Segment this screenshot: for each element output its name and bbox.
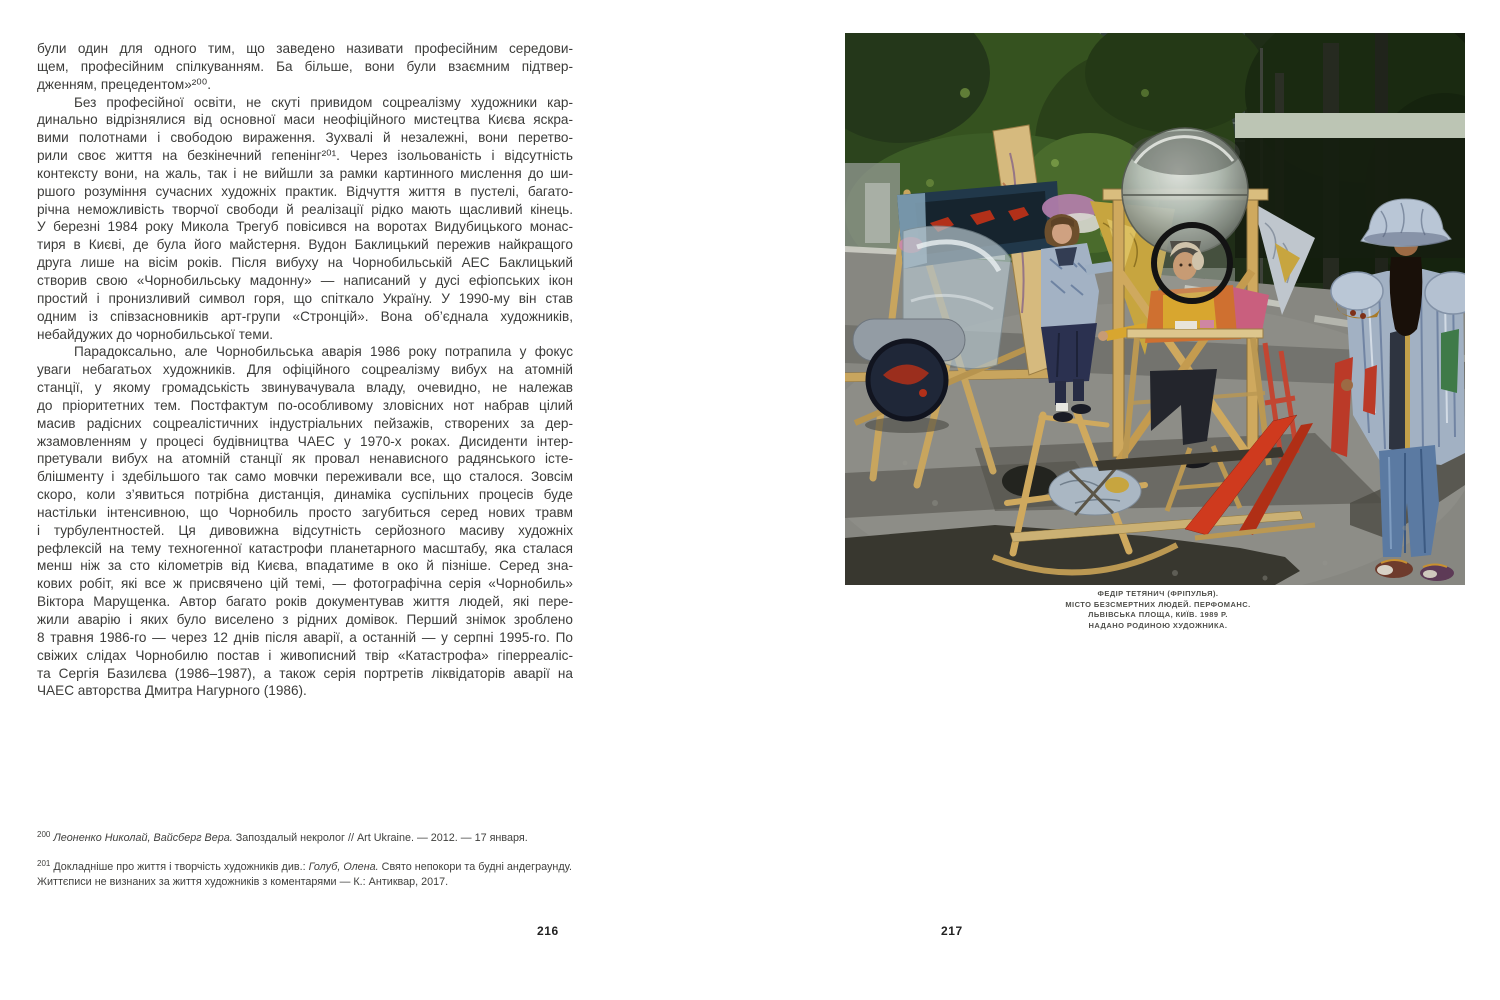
caption-line: ЛЬВІВСЬКА ПЛОЩА, КИЇВ. 1989 Р. [1088, 610, 1228, 619]
footnote-200 [37, 831, 579, 846]
footnote-201-pre: Докладніше про життя і творчість художників див.: [53, 861, 309, 873]
footnotes [37, 831, 579, 904]
footnote-201-marker: 201 [37, 859, 51, 868]
photo-caption [995, 589, 1321, 631]
body-text [37, 40, 573, 700]
footnote-200-text: Запоздалый некролог // Art Ukraine. — 2012. — 17 января. [232, 832, 528, 844]
beard [1390, 257, 1423, 336]
page-number-left: 216 [537, 924, 559, 938]
caption-line: НАДАНО РОДИНОЮ ХУДОЖНИКА. [1088, 620, 1228, 630]
paragraph-continuation: були один для одного тим, що заведено називати професійним середови- щем, професійним спілкуванням. Ба більше, вони були взаємним підтвер- дженням, прецедентом»²⁰⁰. [37, 41, 573, 92]
page-number-right: 217 [941, 924, 963, 938]
paragraph-chornobyl: Парадоксально, але Чорнобильська аварія 1986 року потрапила у фокус уваги небагатьох художників. Для офіційного соцреалізму вибух на атомній станції, у якому громадськість звинувачувала владу, очевидно, не належав до пріоритетних тем. Постфактум по-особливому зловісних нот набрав цілий масив радісних соцреалістичних індустріальних пейзажів, створених за дер- жзамовленням у процесі будівництва ЧАЕС у 1970-х роках. Дисиденти інтер- претували вибух на атомній станції як провал ненависного радянського істе- блішменту і здебільшого так само мовчки переживали все, що сталося. Зовсім скоро, коли з’явиться потрібна дистанція, динаміка суспільних процесів буде настільки інтенсивною, що Чорнобиль просто загубиться серед нових травм і турбулентностей. Ця дивовижна відсутність серйозного масиву художніх рефлексій на тему техногенної катастрофи планетарного масштабу, яка сталася менш ніж за сто кілометрів від Києва, впадатиме в око й пізніше. Серед зна- кових робіт, які все ж присвячено цій темі, — фотографічна серія «Чорнобиль» Віктора Марущенка. Автор багато років документував життя людей, які пере- жили аварію і яких було виселено з рідних домівок. Перший знімок зроблено 8 травня 1986-го — через 12 днів після аварії, а останній — у серпні 1995-го. По свіжих слідах Чорнобилю постав і живописний твір «Катастрофа» гіперреаліс- та Сергія Базилєва (1986–1987), а також серія портретів ліквідаторів аварії на ЧАЕС авторства Дмитра Нагурного (1986). [37, 344, 573, 699]
paragraph-artists: Без професійної освіти, не скуті привидом соцреалізму художники кар- динально відрізнялися від основної маси неофіційного мистецтва Києва яскра- вими полотнами і свободою вираження. Зухвалі й незалежні, вони перетво- рили своє життя на безкінечний гепенінг²⁰¹. Через ізольованість і відсутність контексту вони, на жаль, так і не вийшли за рамки картинного мислення до ши- ршого розуміння сучасних художніх практик. Відчуття життя в пустелі, багато- річна неможливість творчої свободи й реалізації рідко мають щасливий кінець. У березні 1984 року Микола Трегуб повісився на воротах Видубицького монас- тиря в Києві, де була його майстерня. Вудон Баклицький пережив найкращого друга лише на вісім років. Після вибуху на Чорнобильській АЕС Баклицький створив свою «Чорнобильську мадонну» — написаний у дусі ефіопських ікон простий і пронизливий символ горя, що спіткало Україну. У 1990-му він став одним із співзасновників арт-групи «Стронцій». Вона об’єднала художників, небайдужих до чорнобильської теми. [37, 94, 573, 342]
footnote-201-text: Свято непокори та будні андеграунду. Життєписи не визнаних за життя художників з коментарями — К.: Антиквар, 2017. [37, 861, 572, 888]
performance-photo-illustration [845, 33, 1465, 585]
photo-figure [845, 33, 1465, 585]
table [1127, 329, 1263, 338]
footnote-201 [37, 860, 579, 890]
building-canopy [1235, 113, 1465, 138]
caption-line: ФЕДІР ТЕТЯНИЧ (ФРІПУЛЬЯ). [1097, 589, 1219, 598]
caption-line: МІСТО БЕЗСМЕРТНИХ ЛЮДЕЙ. ПЕРФОМАНС. [1065, 599, 1251, 609]
footnote-200-authors: Леоненко Николай, Вайсберг Вера. [53, 832, 233, 844]
footnote-201-author: Голуб, Олена. [308, 861, 379, 873]
footnote-200-marker: 200 [37, 830, 51, 839]
